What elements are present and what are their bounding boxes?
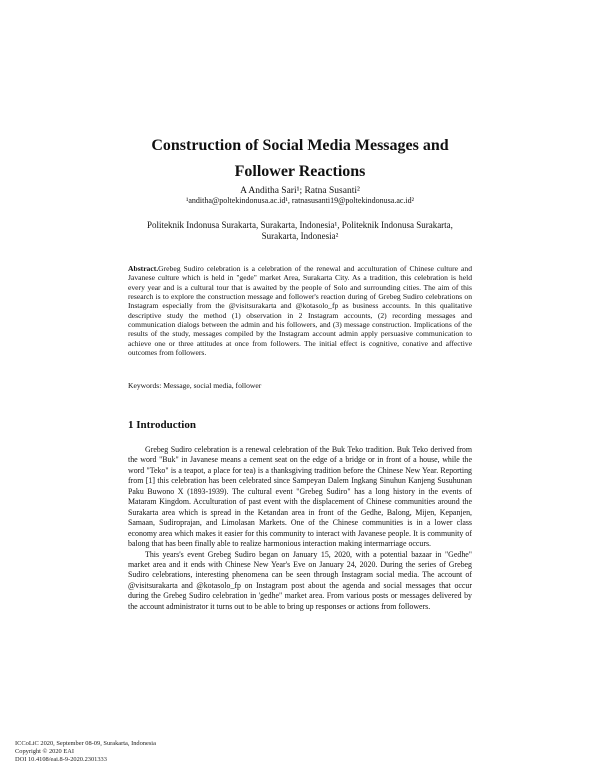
author-list: A Anditha Sari¹; Ratna Susanti² <box>240 186 360 196</box>
abstract-text: Grebeg Sudiro celebration is a celebration of the renewal and acculturation of Chinese culture and Javanese culture which is held in "gede" market Area, Surakarta City. As a tradition, this celebration is held every year and is a cultural tour that is awaited by the people of Solo and surrounding cities. The aim of this research is to explore the construction message and follower's reaction during of Grebeg Sudiro celebrations on Instagram especially from the @visitsurakarta and @kotasolo_fp as business accounts. In this qualitative descriptive study the method (1) observation in 2 Instagram accounts, (2) recording messages and communication dialogs between the admin and his followers, and (3) message construction. Implications of the results of the study, messages compiled by the Instagram account admin apply persuasive communication to achieve one or three attitudes at once from followers. The initial effect is cognitive, conative and affective outcomes from followers. <box>128 264 472 358</box>
footer-conference: ICCoLiC 2020, September 08-09, Surakarta, Indonesia <box>15 740 156 747</box>
author-emails: ¹anditha@poltekindonusa.ac.id¹, ratnasusanti19@poltekindonusa.ac.id² <box>185 196 415 205</box>
introduction-paragraph-2: This years's event Grebeg Sudiro began on January 15, 2020, with a potential bazaar in "Gedhe" market area and it ends with Chinese New Year's Eve on January 24, 2020. During the series of Grebeg Sudiro celebrations, interesting phenomena can be seen through Instagram social media. The account of @visitsurakarta and @kotasolo_fp on Instagram post about the agenda and social messages that occur during the Grebeg Sudiro celebration in 'gedhe" market area. From various posts or messages delivered by the account administrator it turns out to be able to bring up responses or actions from followers. <box>128 549 472 611</box>
introduction-paragraph-1: Grebeg Sudiro celebration is a renewal celebration of the Buk Teko tradition. Buk Teko derived from the word "Buk" in Javanese means a cement seat on the edge of a bridge or in front of a house, while the word "Teko" is a teapot, a place for tea) is a thanksgiving tradition before the Chinese New Year. Reporting from [1] this celebration has been celebrated since Sampeyan Dalem Ingkang Sinuhun Kanjeng Susuhunan Paku Buwono X (1893-1939). The cultural event "Grebeg Sudiro" has a long history in the events of Mataram Kingdom. Acculturation of past event with the displacement of Chinese communities around the Surakarta area which is spread in the Ketandan area in front of the Gedhe, Balong, Mijen, Kepanjen, Samaan, Sudiroprajan, and Limolasan Markets. One of the Chinese communities is in a lower class economy area which makes it easier for this community to interact with Javanese people. It is community of balong that has been finally able to realize harmonious interaction making intermarriage occurs. <box>128 445 472 549</box>
section-heading-introduction: 1 Introduction <box>128 419 196 431</box>
author-affiliations: Politeknik Indonusa Surakarta, Surakarta, Indonesia¹, Politeknik Indonusa Surakarta, Surakarta, Indonesia² <box>147 220 453 241</box>
abstract-label: Abstract. <box>128 264 159 273</box>
paper-title-line-1: Construction of Social Media Messages and <box>151 137 449 154</box>
abstract <box>128 264 472 357</box>
paper-title-line-2: Follower Reactions <box>234 163 366 180</box>
keywords: Keywords: Message, social media, follower <box>128 381 262 390</box>
page-footer <box>15 740 156 763</box>
footer-doi: DOI 10.4108/eai.8-9-2020.2301333 <box>15 755 107 763</box>
footer-copyright: Copyright © 2020 EAI <box>15 747 74 755</box>
introduction-body <box>128 445 472 612</box>
